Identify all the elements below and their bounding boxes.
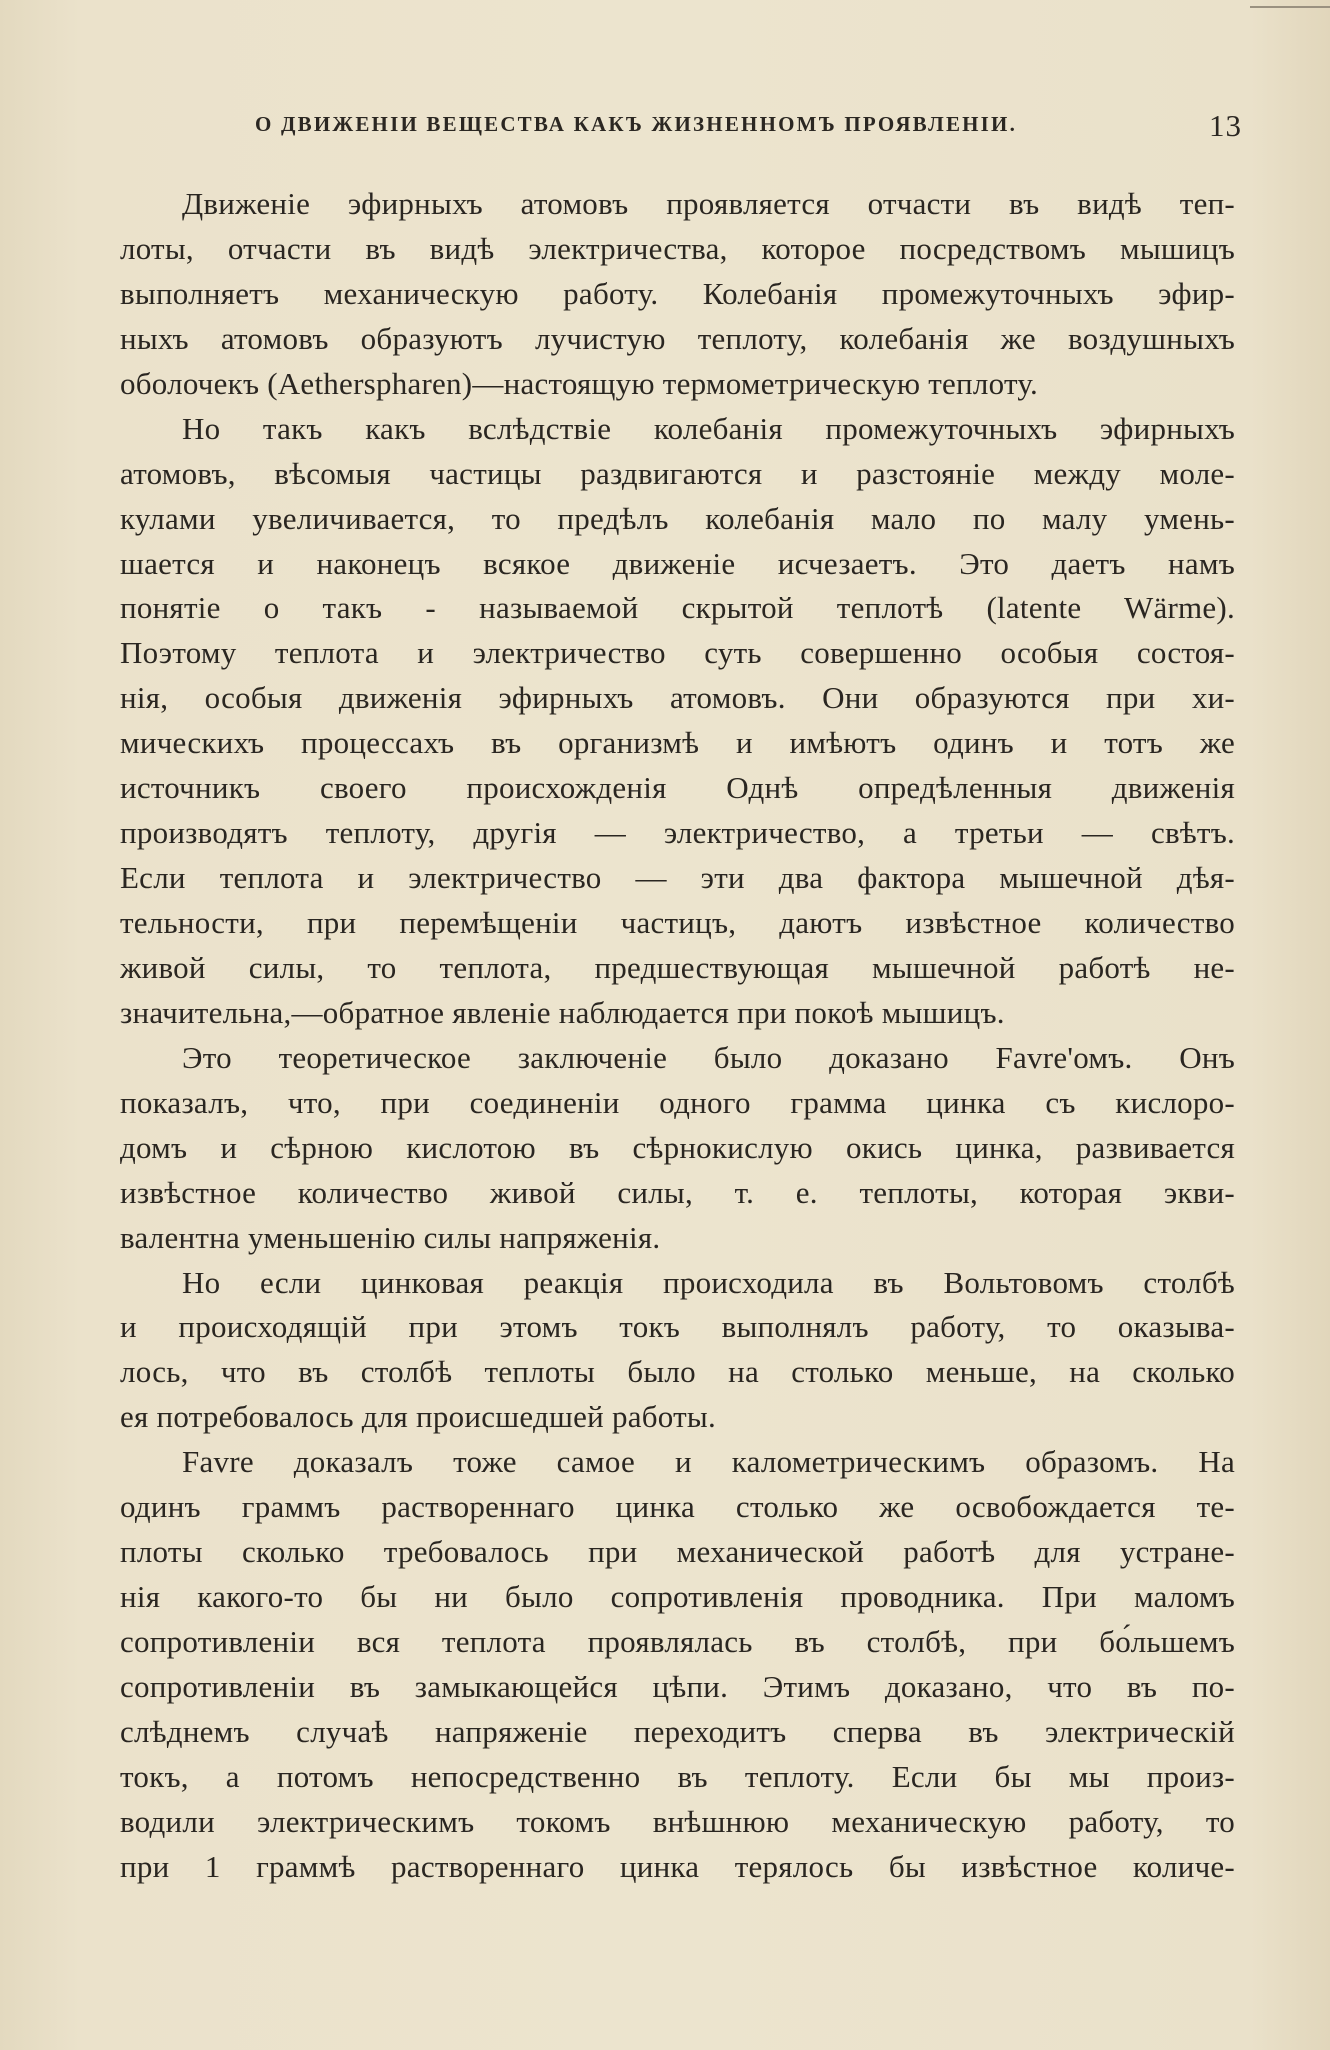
text-line: Движеніе эфирныхъ атомовъ проявляется отчасти въ видѣ теп-	[182, 186, 1235, 221]
text-line: Если теплота и электричество — эти два фактора мышечной дѣя-	[120, 860, 1235, 896]
text-line: выполняетъ механическую работу. Колебанія промежуточныхъ эфир-	[120, 275, 1235, 311]
text-line: Но такъ какъ вслѣдствіе колебанія промежуточныхъ эфирныхъ	[182, 410, 1235, 446]
page-number: 13	[1209, 108, 1242, 143]
text-line: оболочекъ (Aetherspharen)—настоящую термометрическую теплоту.	[120, 365, 1038, 401]
text-line: показалъ, что, при соединеніи одного грамма цинка съ кислоро-	[120, 1084, 1235, 1120]
text-line: Favre доказалъ тоже самое и калометрическимъ образомъ. На	[182, 1444, 1235, 1480]
text-line: мическихъ процессахъ въ организмѣ и имѣютъ одинъ и тотъ же	[120, 725, 1235, 761]
text-line: и происходящій при этомъ токъ выполнялъ работу, то оказыва-	[120, 1309, 1235, 1345]
running-title: О ДВИЖЕНІИ ВЕЩЕСТВА КАКЪ ЖИЗНЕННОМЪ ПРОЯВЛЕНІИ.	[255, 112, 1018, 136]
text-line: сопротивленіи вся теплота проявлялась въ столбѣ, при бо́льшемъ	[120, 1624, 1235, 1659]
text-line: нія, особыя движенія эфирныхъ атомовъ. Они образуются при хи-	[120, 680, 1235, 716]
text-line: шается и наконецъ всякое движеніе исчезаетъ. Это даетъ намъ	[120, 545, 1235, 581]
body-text	[120, 182, 1235, 1890]
page-edge-rule	[1250, 6, 1330, 8]
text-line: производятъ теплоту, другія — электричество, а третьи — свѣтъ.	[120, 815, 1235, 851]
text-line: домъ и сѣрною кислотою въ сѣрнокислую окись цинка, развивается	[120, 1129, 1235, 1165]
text-line: валентна уменьшенію силы напряженія.	[120, 1219, 661, 1255]
text-line: плоты сколько требовалось при механической работѣ для устране-	[120, 1534, 1235, 1570]
text-line: кулами увеличивается, то предѣлъ колебанія мало по малу умень-	[120, 500, 1235, 536]
text-line: тельности, при перемѣщеніи частицъ, даютъ извѣстное количество	[120, 905, 1235, 940]
text-line: источникъ своего происхожденія Однѣ опредѣленныя движенія	[120, 770, 1235, 806]
text-line: водили электрическимъ токомъ внѣшнюю механическую работу, то	[120, 1803, 1235, 1839]
text-line: одинъ граммъ раствореннаго цинка столько же освобождается те-	[120, 1489, 1235, 1525]
text-line: Но если цинковая реакція происходила въ Вольтовомъ столбѣ	[182, 1264, 1235, 1300]
text-line: ея потребовалось для происшедшей работы.	[120, 1399, 716, 1435]
text-line: токъ, а потомъ непосредственно въ теплоту. Если бы мы произ-	[120, 1758, 1235, 1794]
text-line: значительна,—обратное явленіе наблюдается при покоѣ мышицъ.	[120, 994, 1005, 1030]
text-line: слѣднемъ случаѣ напряженіе переходитъ сперва въ электрическій	[120, 1713, 1235, 1749]
text-line: извѣстное количество живой силы, т. е. теплоты, которая экви-	[120, 1174, 1235, 1210]
text-line: атомовъ, вѣсомыя частицы раздвигаются и разстояніе между моле-	[120, 455, 1235, 491]
text-line: Это теоретическое заключеніе было доказано Favre'омъ. Онъ	[182, 1039, 1235, 1075]
text-line: лось, что въ столбѣ теплоты было на столько меньше, на сколько	[120, 1354, 1235, 1390]
text-line: нія какого-то бы ни было сопротивленія проводника. При маломъ	[120, 1579, 1235, 1615]
text-line: живой силы, то теплота, предшествующая мышечной работѣ не-	[120, 949, 1235, 985]
text-line: понятіе о такъ - называемой скрытой теплотѣ (latente Wärme).	[120, 590, 1235, 626]
text-line: Поэтому теплота и электричество суть совершенно особыя состоя-	[120, 635, 1235, 671]
text-line: лоты, отчасти въ видѣ электричества, которое посредствомъ мышицъ	[120, 230, 1235, 266]
text-line: ныхъ атомовъ образуютъ лучистую теплоту, колебанія же воздушныхъ	[120, 320, 1235, 356]
running-header	[120, 108, 1250, 148]
text-line: при 1 граммѣ раствореннаго цинка терялось бы извѣстное количе-	[120, 1848, 1235, 1884]
text-line: сопротивленіи въ замыкающейся цѣпи. Этимъ доказано, что въ по-	[120, 1668, 1235, 1704]
